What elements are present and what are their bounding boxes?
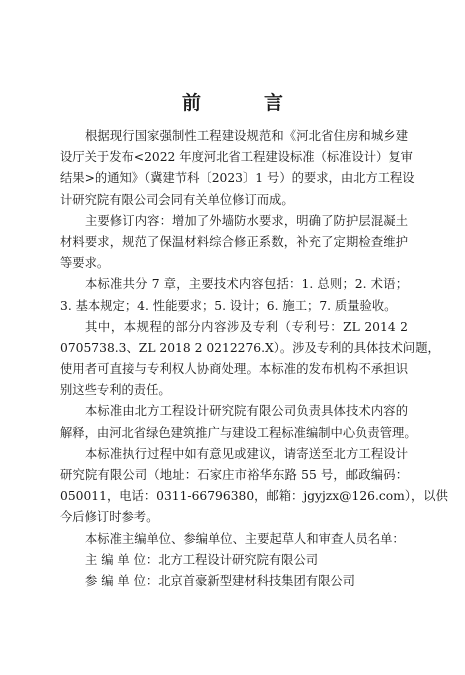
page-title: 前 言 bbox=[181, 92, 305, 114]
text-line: 主 编 单 位：北方工程设计研究院有限公司 bbox=[85, 552, 319, 567]
text-line: 别这些专利的责任。 bbox=[60, 383, 171, 398]
text-line: 其中，本规程的部分内容涉及专利（专利号：ZL 2014 2 bbox=[85, 319, 408, 334]
text-line: 本标准共分 7 章，主要技术内容包括：1. 总则；2. 术语； bbox=[85, 277, 408, 292]
text-line: 等要求。 bbox=[60, 256, 110, 271]
text-line: 计研究院有限公司会同有关单位修订而成。 bbox=[60, 192, 294, 207]
text-line: 3. 基本规定；4. 性能要求；5. 设计；6. 施工；7. 质量验收。 bbox=[60, 298, 397, 313]
text-line: 设厅关于发布<2022 年度河北省工程建设标准（标准设计）复审 bbox=[60, 150, 413, 165]
text-line: 今后修订时参考。 bbox=[60, 510, 159, 525]
text-line: 050011，电话：0311-66796380，邮箱：jgyjzx@126.com），以供 bbox=[60, 489, 448, 504]
text-line: 结果>的通知》（冀建节科〔2023〕1 号）的要求，由北方工程设 bbox=[60, 171, 415, 186]
text-line: 解释，由河北省绿色建筑推广与建设工程标准编制中心负责管理。 bbox=[60, 425, 417, 440]
text-line: 主要修订内容：增加了外墙防水要求，明确了防护层混凝土 bbox=[85, 213, 408, 228]
text-line: 本标准主编单位、参编单位、主要起草人和审查人员名单： bbox=[85, 531, 405, 546]
text-line: 材料要求，规范了保温材料综合修正系数，补充了定期检查维护 bbox=[60, 234, 408, 249]
preface-body bbox=[60, 126, 448, 592]
text-line: 0705738.3、ZL 2018 2 0212276.X）。涉及专利的具体技术问题， bbox=[60, 340, 440, 355]
text-line: 研究院有限公司（地址：石家庄市裕华东路 55 号，邮政编码： bbox=[60, 468, 408, 482]
text-line: 参 编 单 位：北京首豪新型建材科技集团有限公司 bbox=[85, 573, 355, 588]
text-line: 根据现行国家强制性工程建设规范和《河北省住房和城乡建 bbox=[85, 129, 408, 143]
text-line: 使用者可直接与专利权人协商处理。本标准的发布机构不承担识 bbox=[60, 362, 408, 377]
text-line: 本标准由北方工程设计研究院有限公司负责具体技术内容的 bbox=[85, 404, 408, 419]
text-line: 本标准执行过程中如有意见或建议，请寄送至北方工程设计 bbox=[85, 446, 408, 461]
